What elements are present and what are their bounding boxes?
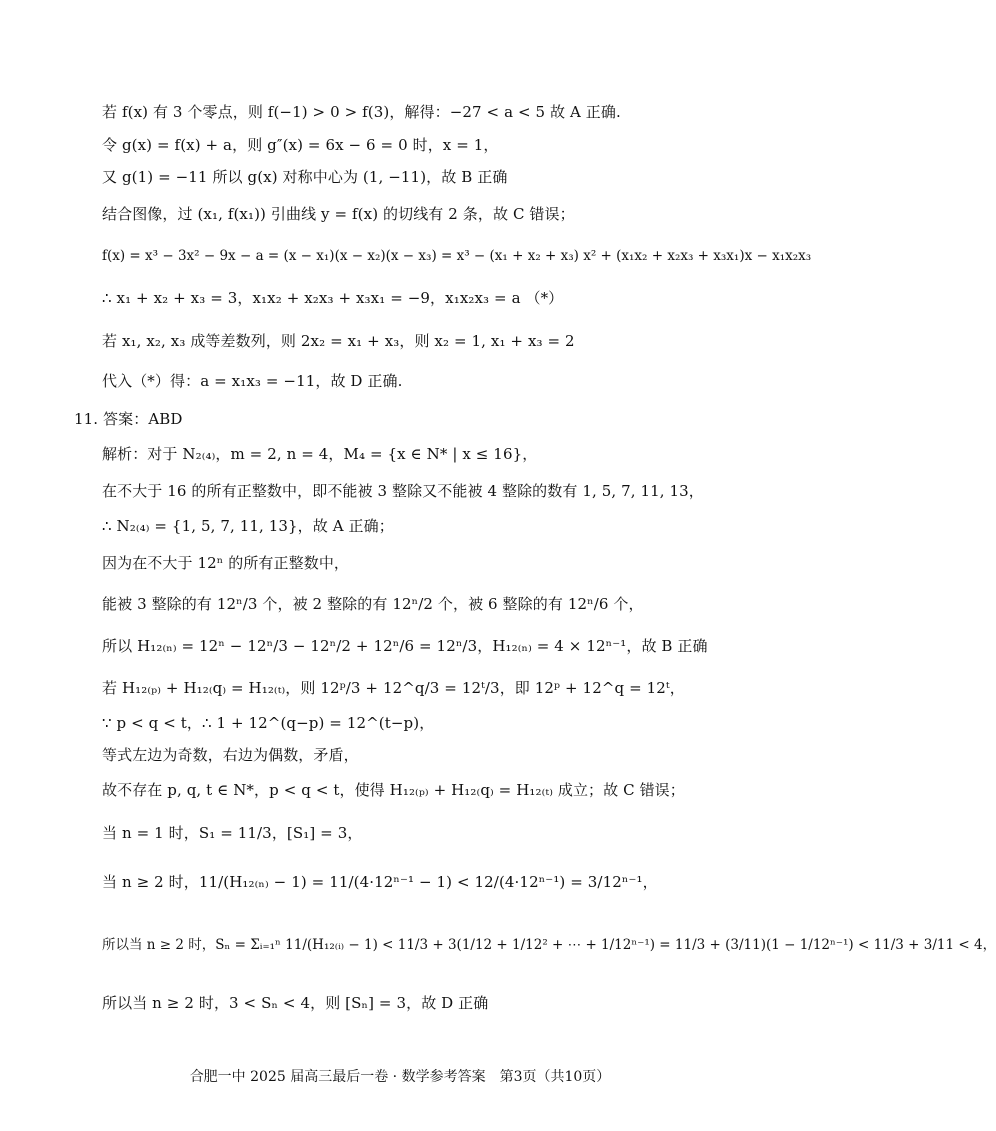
- text-line: 代入（*）得：a = x₁x₃ = −11，故 D 正确.: [102, 372, 403, 390]
- text-line: 因为在不大于 12ⁿ 的所有正整数中，: [102, 554, 350, 572]
- text-line: 结合图像，过 (x₁, f(x₁)) 引曲线 y = f(x) 的切线有 2 条，故 C 错误；: [102, 205, 575, 223]
- text-line: 所以 H₁₂₍ₙ₎ = 12ⁿ − 12ⁿ/3 − 12ⁿ/2 + 12ⁿ/6 = 12ⁿ/3，H₁₂₍ₙ₎ = 4 × 12ⁿ⁻¹，故 B 正确: [102, 637, 708, 655]
- text-line: ∴ x₁ + x₂ + x₃ = 3，x₁x₂ + x₂x₃ + x₃x₁ = −9，x₁x₂x₃ = a （*）: [102, 289, 564, 307]
- equation-line: 所以当 n ≥ 2 时，Sₙ = Σᵢ₌₁ⁿ 11/(H₁₂₍ᵢ₎ − 1) < 11/3 + 3(1/12 + 1/12² + ⋯ + 1/12ⁿ⁻¹) = 11/3 + (3/11)(1 − 1/12ⁿ⁻¹) < 11/3 + 3/11 < 4，: [102, 937, 996, 953]
- text-line: 当 n = 1 时，S₁ = 11/3，[S₁] = 3，: [102, 824, 363, 842]
- page-footer: 合肥一中 2025 届高三最后一卷 · 数学参考答案 第3页（共10页）: [189, 1069, 611, 1085]
- question-answer-heading: 11. 答案：ABD: [74, 410, 183, 428]
- text-line: ∴ N₂₍₄₎ = {1, 5, 7, 11, 13}，故 A 正确；: [102, 517, 394, 535]
- text-line: 若 f(x) 有 3 个零点，则 f(−1) > 0 > f(3)，解得：−27 < a < 5 故 A 正确.: [102, 103, 621, 121]
- text-line: 故不存在 p, q, t ∈ N*，p < q < t，使得 H₁₂₍ₚ₎ + H₁₂₍q₎ = H₁₂₍ₜ₎ 成立；故 C 错误；: [102, 781, 685, 799]
- text-line: 当 n ≥ 2 时，11/(H₁₂₍ₙ₎ − 1) = 11/(4·12ⁿ⁻¹ − 1) < 12/(4·12ⁿ⁻¹) = 3/12ⁿ⁻¹，: [102, 873, 658, 891]
- text-line: 能被 3 整除的有 12ⁿ/3 个，被 2 整除的有 12ⁿ/2 个，被 6 整除的有 12ⁿ/6 个，: [102, 595, 644, 613]
- text-line: 令 g(x) = f(x) + a，则 g″(x) = 6x − 6 = 0 时，x = 1，: [102, 136, 499, 154]
- equation-line: f(x) = x³ − 3x² − 9x − a = (x − x₁)(x − x₂)(x − x₃) = x³ − (x₁ + x₂ + x₃) x² + (x₁x₂ + x₂x₃ + x₃x₁)x − x₁x₂x₃: [102, 248, 812, 264]
- text-line: 在不大于 16 的所有正整数中，即不能被 3 整除又不能被 4 整除的数有 1, 5, 7, 11, 13，: [102, 482, 704, 500]
- text-line: 又 g(1) = −11 所以 g(x) 对称中心为 (1, −11)，故 B 正确: [102, 168, 508, 186]
- text-line: 解析：对于 N₂₍₄₎，m = 2, n = 4，M₄ = {x ∈ N* | x ≤ 16}，: [102, 445, 538, 463]
- text-line: ∵ p < q < t，∴ 1 + 12^(q−p) = 12^(t−p)，: [102, 714, 435, 732]
- text-line: 若 H₁₂₍ₚ₎ + H₁₂₍q₎ = H₁₂₍ₜ₎，则 12ᵖ/3 + 12^q/3 = 12ᵗ/3，即 12ᵖ + 12^q = 12ᵗ，: [102, 679, 685, 697]
- text-line: 若 x₁, x₂, x₃ 成等差数列，则 2x₂ = x₁ + x₃，则 x₂ = 1, x₁ + x₃ = 2: [102, 332, 575, 350]
- text-line: 等式左边为奇数，右边为偶数，矛盾，: [102, 746, 359, 764]
- text-line: 所以当 n ≥ 2 时，3 < Sₙ < 4，则 [Sₙ] = 3，故 D 正确: [102, 994, 489, 1012]
